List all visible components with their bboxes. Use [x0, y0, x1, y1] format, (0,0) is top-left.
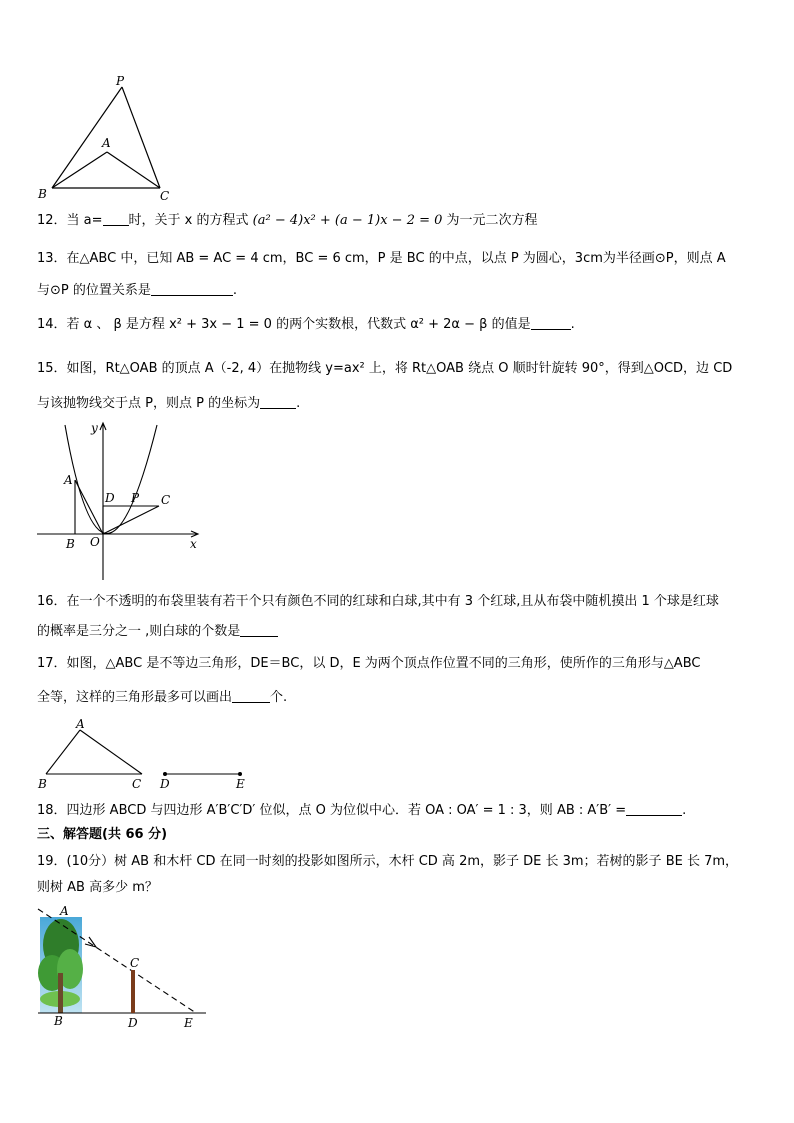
label-d: D — [105, 491, 115, 505]
segment-ao — [75, 480, 103, 534]
label-e: E — [184, 1016, 193, 1030]
segment-ac — [80, 730, 142, 774]
label-d: D — [128, 1016, 138, 1030]
label-e: E — [236, 777, 245, 791]
q14-answer-blank[interactable] — [531, 317, 571, 330]
question-13-line-1: 13．在△ABC 中，已知 AB = AC = 4 cm，BC = 6 cm，P 是 BC 的中点，以点 P 为圆心，3cm为半径画⊙P，则点 A — [37, 251, 726, 266]
label-x: x — [190, 537, 197, 551]
label-o: O — [90, 535, 100, 549]
label-y: y — [91, 421, 98, 435]
question-15-line-2: 与该抛物线交于点 P，则点 P 的坐标为 . — [37, 396, 301, 411]
question-14: 14．若 α 、 β 是方程 x² + 3x − 1 = 0 的两个实数根，代数式 α² + 2α − β 的值是 . — [37, 317, 575, 332]
point-d — [163, 772, 167, 776]
label-c: C — [132, 777, 142, 791]
label-c: C — [160, 189, 170, 202]
question-12: 12．当 a= 时，关于 x 的方程式 (a² − 4)x² + (a − 1)x − 2 = 0 为一元二次方程 — [37, 213, 538, 228]
figure-q17 — [34, 716, 254, 792]
label-p: P — [116, 74, 125, 88]
segment-ac — [107, 152, 160, 188]
segment-pb — [52, 87, 122, 188]
label-a: A — [102, 136, 111, 150]
label-a: A — [64, 473, 73, 487]
question-16-line-2: 的概率是三分之一 ,则白球的个数是 — [37, 624, 278, 640]
q12-text-pre: 12． — [37, 213, 67, 228]
label-b: B — [38, 187, 47, 201]
ray-arrow — [85, 937, 96, 947]
parabola-curve — [65, 425, 157, 534]
section-heading: 三、解答题(共 66 分) — [37, 827, 168, 842]
figure-q15-parabola — [35, 420, 205, 582]
q17-answer-blank[interactable] — [232, 690, 270, 703]
q13-answer-blank[interactable] — [151, 283, 233, 296]
q12-answer-blank[interactable] — [103, 213, 129, 226]
label-b: B — [54, 1014, 63, 1028]
question-16-line-1: 16．在一个不透明的布袋里装有若干个只有颜色不同的红球和白球,其中有 3 个红球,且从布袋中随机摸出 1 个球是红球 — [37, 594, 719, 609]
label-a: A — [60, 904, 69, 918]
label-c: C — [161, 493, 171, 507]
segment-ab — [52, 152, 107, 188]
figure-q19 — [34, 903, 214, 1031]
question-15-line-1: 15．如图，Rt△OAB 的顶点 A（-2, 4）在抛物线 y=ax² 上，将 Rt△OAB 绕点 O 顺时针旋转 90°，得到△OCD，边 CD — [37, 361, 733, 376]
point-e — [238, 772, 242, 776]
segment-oc — [103, 506, 159, 534]
question-19-line-2: 则树 AB 高多少 m？ — [37, 880, 158, 895]
label-b: B — [38, 777, 47, 791]
question-18: 18．四边形 ABCD 与四边形 A′B′C′D′ 位似，点 O 为位似中心．若 OA : OA′ = 1 : 3，则 AB : A′B′ = . — [37, 803, 687, 818]
segment-pc — [122, 87, 160, 188]
segment-ab — [46, 730, 80, 774]
figure-q11-triangle — [30, 70, 190, 202]
q16-answer-blank[interactable] — [240, 624, 278, 637]
label-a: A — [76, 717, 85, 731]
question-19-line-1: 19．(10分）树 AB 和木杆 CD 在同一时刻的投影如图所示，木杆 CD 高 2m，影子 DE 长 3m；若树的影子 BE 长 7m， — [37, 854, 739, 869]
label-p: P — [131, 491, 140, 505]
label-d: D — [160, 777, 170, 791]
label-c: C — [130, 956, 140, 970]
question-17-line-1: 17．如图，△ABC 是不等边三角形，DE＝BC，以 D，E 为两个顶点作位置不同的三角形，使所作的三角形与△ABC — [37, 656, 701, 671]
label-b: B — [66, 537, 75, 551]
tree-picture — [38, 917, 83, 1013]
question-17-line-2: 全等，这样的三角形最多可以画出 个. — [37, 690, 288, 705]
q18-answer-blank[interactable] — [626, 803, 682, 816]
pole-cd — [131, 970, 135, 1013]
q12-equation: (a² − 4)x² + (a − 1)x − 2 = 0 — [252, 213, 443, 228]
q15-answer-blank[interactable] — [260, 396, 296, 409]
question-13-line-2: 与⊙P 的位置关系是 . — [37, 283, 238, 298]
